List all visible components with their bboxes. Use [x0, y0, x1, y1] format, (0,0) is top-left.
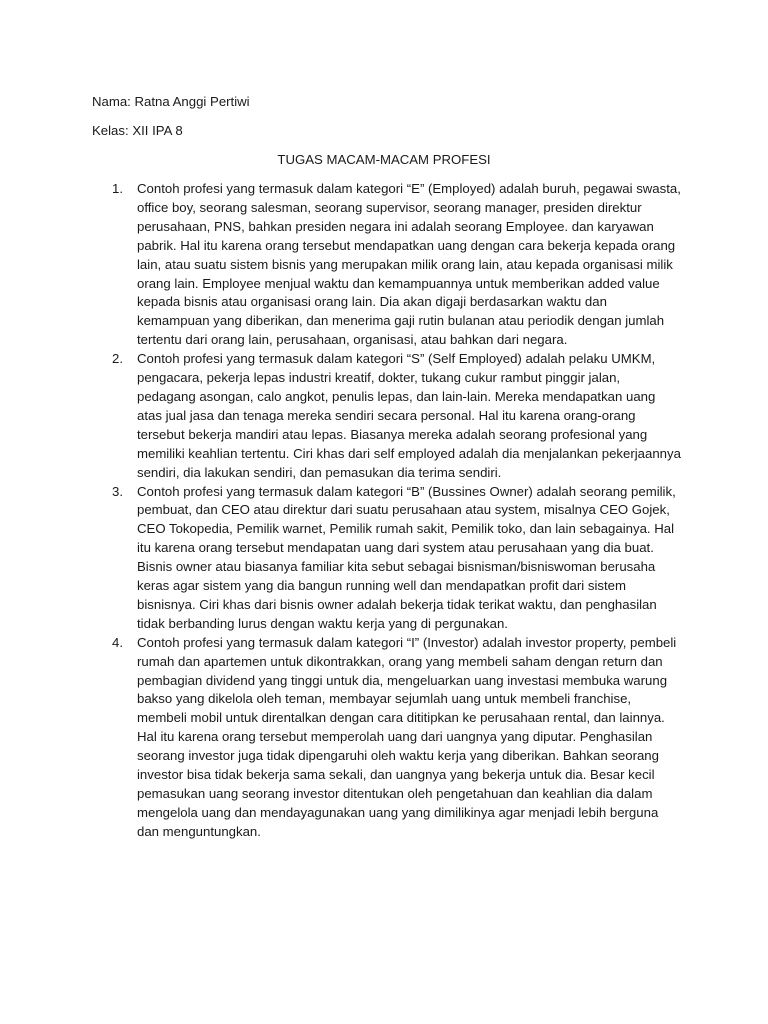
list-item-number: 2.	[112, 351, 123, 367]
list-item-text: Contoh profesi yang termasuk dalam kategori “I” (Investor) adalah investor property, pembeli rumah dan apartemen untuk dikontrakkan, orang yang membeli saham dengan return dan pembagian dividend yang tinggi untuk dia, mengeluarkan uang investasi membuka warung bakso yang dikelola oleh teman, membayar sejumlah uang untuk membeli franchise, membeli mobil untuk direntalkan dengan cara dititipkan ke perusahaan rental, dan lainnya. Hal itu karena orang tersebut memperolah uang dari uangnya yang diputar. Penghasilan seorang investor juga tidak dipengaruhi oleh waktu kerja yang diberikan. Bahkan seorang investor bisa tidak bekerja sama sekali, dan uangnya yang bekerja untuk dia. Besar kecil pemasukan uang seorang investor ditentukan oleh pengetahuan dan keahlian dia dalam mengelola uang dan mendayagunakan uang yang dimilikinya agar menjadi lebih berguna dan menguntungkan.	[137, 634, 677, 839]
list-item	[92, 483, 682, 634]
student-class: Kelas: XII IPA 8	[92, 123, 183, 138]
list-item-text: Contoh profesi yang termasuk dalam kategori “S” (Self Employed) adalah pelaku UMKM, pengacara, pekerja lepas industri kreatif, dokter, tukang cukur rambut pinggir jalan, pedagang asongan, calo angkot, penulis lepas, dan lain-lain. Mereka mendapatkan uang atas jual jasa dan tenaga mereka sendiri secara personal. Hal itu karena orang-orang tersebut bekerja mandiri atau lepas. Biasanya mereka adalah seorang profesional yang memiliki keahlian tertentu. Ciri khas dari self employed adalah dia menjalankan pekerjaannya sendiri, dia lakukan sendiri, dan pemasukan dia terima sendiri.	[137, 351, 681, 480]
profession-list	[92, 180, 682, 842]
list-item-number: 3.	[112, 483, 123, 499]
list-item	[92, 180, 682, 350]
list-item-number: 1.	[112, 181, 123, 196]
list-item	[92, 350, 682, 482]
list-item-text: Contoh profesi yang termasuk dalam kategori “B” (Bussines Owner) adalah seorang pemilik, pembuat, dan CEO atau direktur dari suatu perusahaan atau system, misalnya CEO Gojek, CEO Tokopedia, Pemilik warnet, Pemilik rumah sakit, Pemilik toko, dan lain sebagainya. Hal itu karena orang tersebut mendapatan uang dari system atau perusahaan yang dia buat. Bisnis owner atau biasanya familiar kita sebut sebagai bisnisman/bisniswoman berusaha keras agar sistem yang dia bangun running well dan mendapatkan profit dari sistem bisnisnya. Ciri khas dari bisnis owner adalah bekerja tidak terikat waktu, dan penghasilan tidak berbanding lurus dengan waktu kerja yang di pergunakan.	[137, 483, 676, 631]
document-title: TUGAS MACAM-MACAM PROFESI	[277, 152, 491, 167]
list-item-text: Contoh profesi yang termasuk dalam kategori “E” (Employed) adalah buruh, pegawai swasta, office boy, seorang salesman, seorang supervisor, seorang manager, presiden direktur perusahaan, PNS, bahkan presiden negara ini adalah seorang Employee. dan karyawan pabrik. Hal itu karena orang tersebut mendapatkan uang dengan cara bekerja kepada orang lain, atau suatu sistem bisnis yang merupakan milik orang lain, atau kepada organisasi milik orang lain. Employee menjual waktu dan kemampuannya untuk memberikan added value kepada bisnis atau organisasi orang lain. Dia akan digaji berdasarkan waktu dan kemampuan yang diberikan, dan menerima gaji rutin bulanan atau periodik dengan jumlah tertentu dari orang lain, perusahaan, organisasi, atau bahkan dari negara.	[137, 181, 681, 348]
list-item	[92, 634, 682, 842]
list-item-number: 4.	[112, 634, 123, 650]
student-name: Nama: Ratna Anggi Pertiwi	[92, 94, 250, 109]
